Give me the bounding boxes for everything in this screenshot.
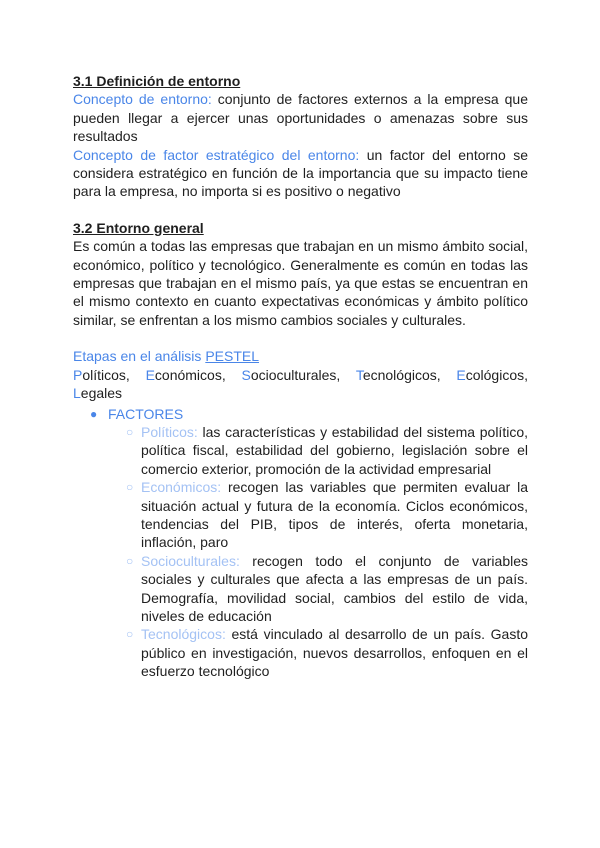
pestel-initial-t: T [355, 366, 363, 383]
pestel-initial-p: P [73, 366, 83, 383]
factor-item-tecnologicos [73, 625, 528, 680]
concept-entorno-label: Concepto de entorno: [73, 91, 212, 108]
sub-bullet-icon: ○ [126, 424, 134, 439]
pestel-letters-line [73, 366, 528, 403]
pestel-link[interactable]: PESTEL [205, 348, 260, 365]
factor-item-economicos [73, 478, 528, 552]
pestel-initial-s: S [241, 366, 251, 383]
pestel-initial-e1: E [145, 366, 155, 383]
factor-item-socioculturales [73, 552, 528, 626]
factor-item-politicos [73, 423, 528, 478]
entorno-general-paragraph: Es común a todas las empresas que trabajan en un mismo ámbito social, económico, político y tecnológico. Generalmente es común en todas las empresas que trabajan en el mismo país, ya que estas se encuentran en el mismo contexto en cuanto expectativas económicas y ámbito político similar, se enfrentan a los mismo cambios sociales y culturales. [73, 238, 528, 328]
pestel-initial-e2: E [456, 366, 466, 383]
pestel-rest-s: ocioculturales, [250, 366, 356, 383]
concept-entorno-text: conjunto de factores externos a la empresa que pueden llegar a ejercer unas oportunidades o amenazas sobre sus resultados [73, 91, 528, 145]
factor-label-tecnologicos: Tecnológicos: [141, 626, 226, 643]
factores-title: FACTORES [108, 405, 184, 422]
factor-text-tecnologicos: está vinculado al desarrollo de un país. Gasto público en investigación, nuevos desarrollos, enfoquen en el esfuerzo tecnológico [141, 626, 528, 680]
pestel-rest-l: egales [80, 385, 123, 402]
factor-text-politicos: las características y estabilidad del sistema político, política fiscal, estabilidad del gobierno, legislación sobre el comercio exterior, promoción de la actividad empresarial [141, 423, 528, 477]
sub-bullet-icon: ○ [126, 480, 134, 495]
factor-label-socioculturales: Socioculturales: [141, 552, 240, 569]
document-content [73, 72, 528, 681]
pestel-rest-e1: conómicos, [154, 366, 242, 383]
pestel-rest-e2: cológicos, [465, 366, 528, 383]
concept-factor-label: Concepto de factor estratégico del entorno: [73, 146, 360, 163]
sub-bullet-icon: ○ [126, 627, 134, 642]
concept-factor-text: un factor del entorno se considera estratégico en función de la importancia que su impacto tiene para la empresa, no importa si es positivo o negativo [73, 146, 528, 200]
factores-bullet [73, 405, 528, 423]
pestel-initial-l: L [73, 385, 81, 402]
pestel-rest-p: olíticos, [82, 366, 146, 383]
factor-text-socioculturales: recogen todo el conjunto de variables sociales y culturales que afecta a las empresas de un país. Demografía, movilidad social, cambios del estilo de vida, niveles de educación [141, 552, 528, 624]
concept-factor-paragraph [73, 146, 528, 201]
pestel-rest-t: ecnológicos, [362, 366, 457, 383]
factor-label-politicos: Políticos: [141, 423, 198, 440]
sub-bullet-icon: ○ [126, 553, 134, 568]
factor-text-economicos: recogen las variables que permiten evaluar la situación actual y futura de la economía. Ciclos económicos, tendencias del PIB, tipos de interés, oferta monetaria, inflación, paro [141, 479, 528, 551]
pestel-intro-text: Etapas en el análisis [73, 348, 206, 365]
bullet-icon: ● [90, 406, 98, 421]
pestel-intro [73, 347, 528, 365]
section-heading-definicion: 3.1 Definición de entorno [73, 73, 241, 89]
section-heading-entorno-general: 3.2 Entorno general [73, 219, 204, 236]
concept-entorno-paragraph [73, 90, 528, 145]
factor-label-economicos: Económicos: [141, 479, 222, 496]
